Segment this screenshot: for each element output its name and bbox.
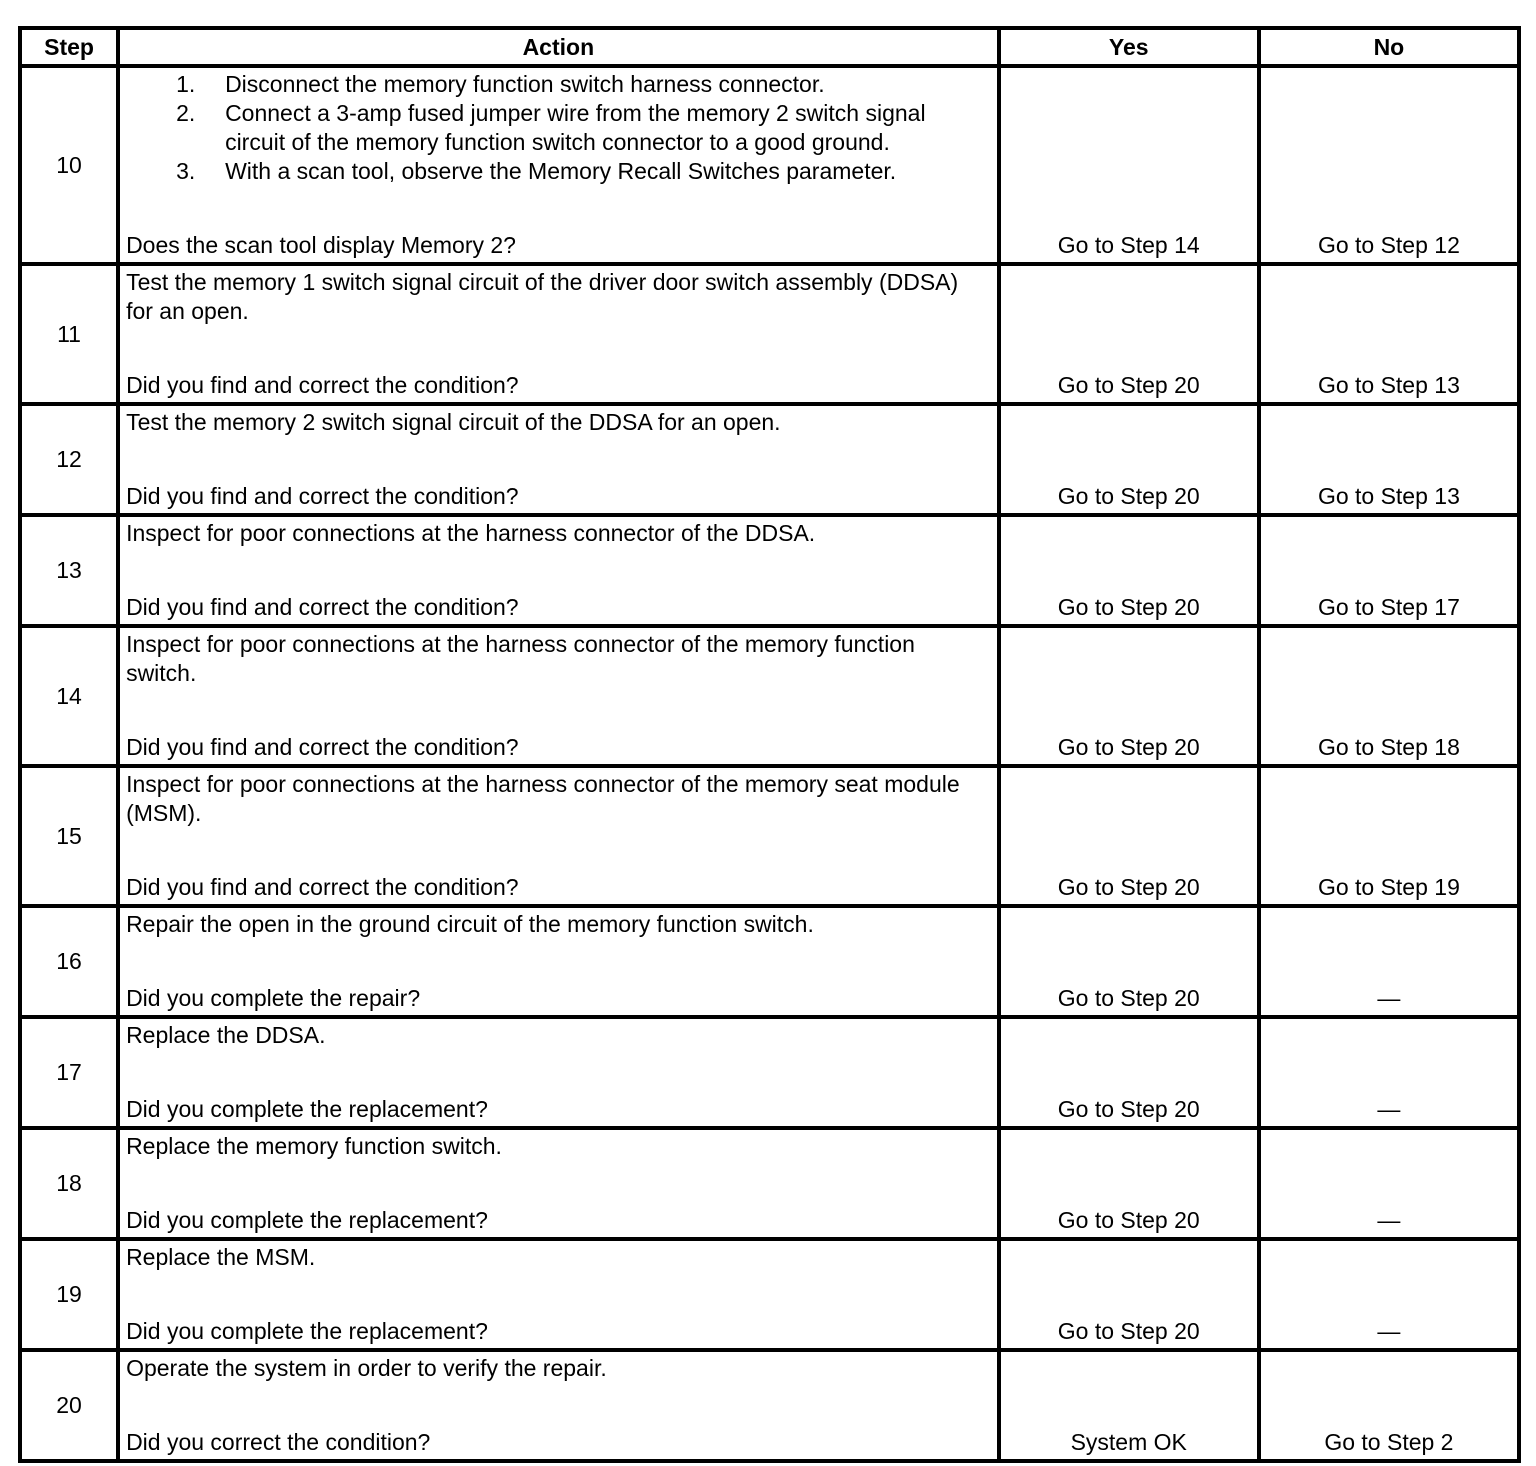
yes-cell: Go to Step 20 — [999, 1017, 1259, 1128]
list-text: With a scan tool, observe the Memory Recall Switches parameter. — [225, 158, 897, 184]
no-cell: — — [1259, 1239, 1519, 1350]
step-number: 15 — [20, 766, 118, 906]
question-text: Does the scan tool display Memory 2? — [126, 232, 516, 258]
step-number: 14 — [20, 626, 118, 766]
diagnostic-table — [18, 26, 1521, 1463]
header-no: No — [1259, 28, 1519, 66]
header-yes: Yes — [999, 28, 1259, 66]
header-action: Action — [118, 28, 999, 66]
action-text: Replace the DDSA. — [126, 1022, 326, 1048]
table-row — [20, 626, 1519, 766]
no-cell: Go to Step 2 — [1259, 1350, 1519, 1461]
table-row — [20, 1017, 1519, 1128]
yes-cell: Go to Step 20 — [999, 1239, 1259, 1350]
no-cell: Go to Step 12 — [1259, 66, 1519, 264]
action-cell — [118, 906, 999, 1017]
yes-cell: Go to Step 20 — [999, 515, 1259, 626]
step-number: 13 — [20, 515, 118, 626]
question-text: Did you complete the replacement? — [126, 1096, 488, 1122]
action-cell — [118, 515, 999, 626]
action-cell — [118, 264, 999, 404]
step-number: 16 — [20, 906, 118, 1017]
table-row — [20, 906, 1519, 1017]
step-number: 20 — [20, 1350, 118, 1461]
step-number: 17 — [20, 1017, 118, 1128]
action-text: Repair the open in the ground circuit of the memory function switch. — [126, 911, 814, 937]
list-number: 3. — [176, 158, 196, 184]
yes-cell: Go to Step 20 — [999, 264, 1259, 404]
yes-cell: Go to Step 20 — [999, 906, 1259, 1017]
action-text: Replace the MSM. — [126, 1244, 316, 1270]
table-row — [20, 66, 1519, 264]
question-text: Did you correct the condition? — [126, 1429, 431, 1455]
table-row — [20, 1128, 1519, 1239]
list-item — [126, 99, 989, 157]
action-cell — [118, 1128, 999, 1239]
list-number: 1. — [176, 71, 196, 97]
action-cell — [118, 1017, 999, 1128]
step-number: 19 — [20, 1239, 118, 1350]
action-text: Operate the system in order to verify the repair. — [126, 1355, 607, 1381]
step-number: 11 — [20, 264, 118, 404]
header-row — [20, 28, 1519, 66]
list-item — [126, 157, 989, 186]
action-cell — [118, 626, 999, 766]
header-step: Step — [20, 28, 118, 66]
action-cell — [118, 404, 999, 515]
list-text: Disconnect the memory function switch harness connector. — [225, 71, 825, 97]
yes-cell: Go to Step 14 — [999, 66, 1259, 264]
action-cell — [118, 1350, 999, 1461]
step-number: 18 — [20, 1128, 118, 1239]
no-cell: — — [1259, 1128, 1519, 1239]
question-text: Did you find and correct the condition? — [126, 372, 519, 398]
question-text: Did you complete the repair? — [126, 985, 421, 1011]
action-text: Test the memory 1 switch signal circuit of the driver door switch assembly (DDSA) for an open. — [126, 269, 959, 324]
no-cell: Go to Step 13 — [1259, 404, 1519, 515]
yes-cell: Go to Step 20 — [999, 1128, 1259, 1239]
no-cell: — — [1259, 1017, 1519, 1128]
action-text: Replace the memory function switch. — [126, 1133, 502, 1159]
action-text: Inspect for poor connections at the harness connector of the memory function switch. — [126, 631, 915, 686]
question-text: Did you find and correct the condition? — [126, 594, 519, 620]
list-text: Connect a 3-amp fused jumper wire from the memory 2 switch signal circuit of the memory function switch connector to a good ground. — [225, 100, 926, 155]
action-cell — [118, 1239, 999, 1350]
action-cell — [118, 66, 999, 264]
table-row — [20, 404, 1519, 515]
action-cell — [118, 766, 999, 906]
no-cell: Go to Step 18 — [1259, 626, 1519, 766]
table-row — [20, 264, 1519, 404]
no-cell: — — [1259, 906, 1519, 1017]
yes-cell: Go to Step 20 — [999, 404, 1259, 515]
question-text: Did you find and correct the condition? — [126, 874, 519, 900]
step-number: 12 — [20, 404, 118, 515]
question-text: Did you find and correct the condition? — [126, 483, 519, 509]
table-row — [20, 515, 1519, 626]
list-item — [126, 70, 989, 99]
step-number: 10 — [20, 66, 118, 264]
question-text: Did you complete the replacement? — [126, 1207, 488, 1233]
list-number: 2. — [176, 100, 196, 126]
no-cell: Go to Step 17 — [1259, 515, 1519, 626]
table-row — [20, 1350, 1519, 1461]
question-text: Did you find and correct the condition? — [126, 734, 519, 760]
yes-cell: Go to Step 20 — [999, 766, 1259, 906]
no-cell: Go to Step 13 — [1259, 264, 1519, 404]
action-text: Test the memory 2 switch signal circuit of the DDSA for an open. — [126, 409, 781, 435]
table-row — [20, 766, 1519, 906]
table-row — [20, 1239, 1519, 1350]
action-steps-list — [126, 70, 989, 186]
yes-cell: System OK — [999, 1350, 1259, 1461]
action-text: Inspect for poor connections at the harness connector of the memory seat module (MSM). — [126, 771, 960, 826]
yes-cell: Go to Step 20 — [999, 626, 1259, 766]
action-text: Inspect for poor connections at the harness connector of the DDSA. — [126, 520, 816, 546]
question-text: Did you complete the replacement? — [126, 1318, 488, 1344]
no-cell: Go to Step 19 — [1259, 766, 1519, 906]
